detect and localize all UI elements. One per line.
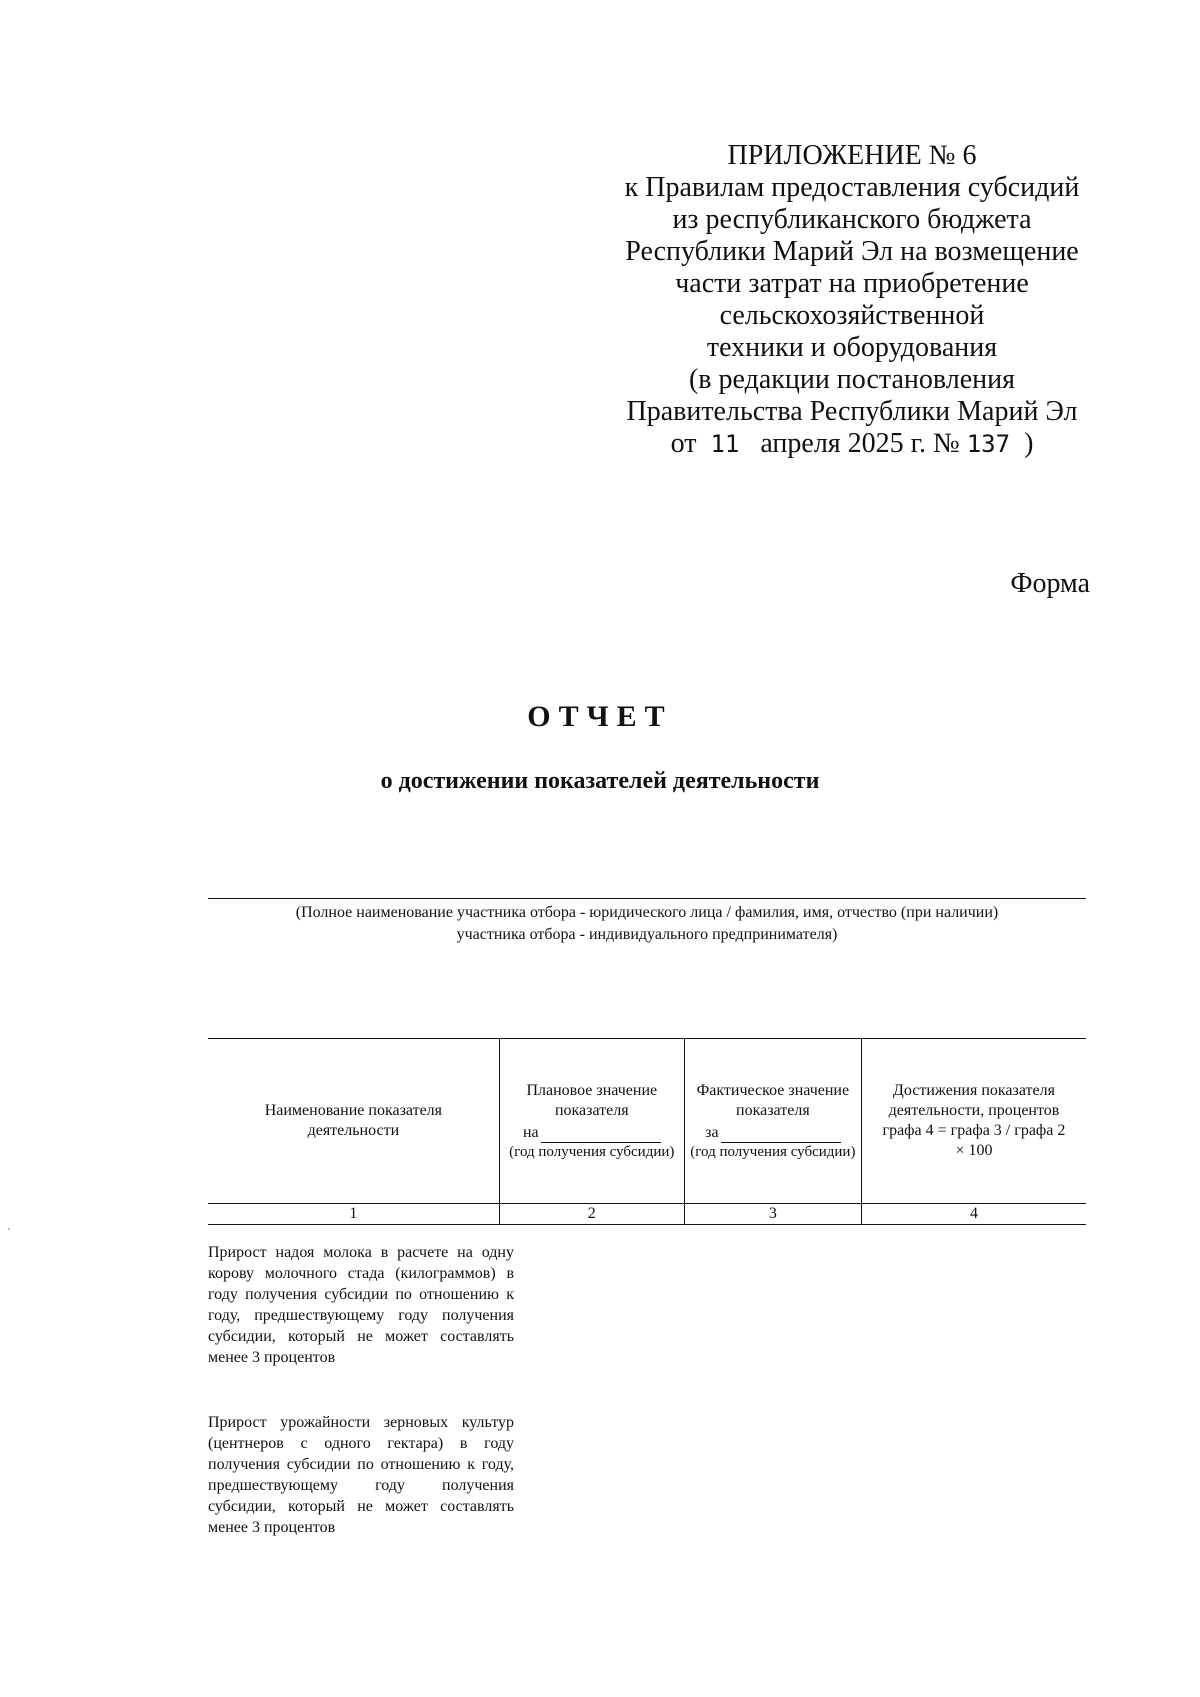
appendix-line: сельскохозяйственной xyxy=(719,300,985,331)
header-actual-value-text: Фактическое значение показателя xyxy=(696,1082,850,1119)
date-day: 11 xyxy=(710,430,740,458)
appendix-line: части затрат на приобретение xyxy=(675,268,1029,299)
resolution-number: 137 xyxy=(966,430,1011,458)
actual-year-blank xyxy=(689,1123,857,1143)
form-label: Форма xyxy=(1010,568,1090,599)
column-number: 1 xyxy=(208,1204,499,1225)
appendix-line: техники и оборудования xyxy=(706,332,998,363)
header-indicator-name-text: Наименование показателя деятельности xyxy=(264,1102,443,1139)
indicators-table xyxy=(208,1038,1086,1225)
appendix-line: (в редакции постановления xyxy=(688,364,1016,395)
date-prefix: от xyxy=(670,428,697,459)
appendix-line: Республики Марий Эл на возмещение xyxy=(625,236,1079,267)
column-number: 2 xyxy=(499,1204,684,1225)
column-number: 3 xyxy=(684,1204,861,1225)
participant-name-line xyxy=(208,898,1086,899)
header-planned-value xyxy=(499,1039,684,1204)
planned-year-blank xyxy=(504,1123,680,1143)
planned-year-caption: (год получения субсидии) xyxy=(509,1144,675,1160)
appendix-block xyxy=(612,140,1092,460)
appendix-title: ПРИЛОЖЕНИЕ № 6 xyxy=(727,140,977,171)
scan-artifact-dot xyxy=(8,1228,10,1230)
date-middle: апреля 2025 г. № xyxy=(760,428,960,459)
participant-caption-line-1: (Полное наименование участника отбора - юридического лица / фамилия, имя, отчество (при наличии) xyxy=(295,904,999,921)
planned-year-prefix: на xyxy=(522,1124,539,1141)
planned-year-line xyxy=(541,1126,661,1143)
header-actual-value xyxy=(684,1039,861,1204)
appendix-date-line xyxy=(612,428,1092,460)
header-indicator-name xyxy=(208,1039,499,1204)
header-achievement xyxy=(861,1039,1086,1204)
header-planned-value-text: Плановое значение показателя xyxy=(526,1082,658,1119)
appendix-line: Правительства Республики Марий Эл xyxy=(626,396,1078,427)
header-achievement-text: Достижения показателя деятельности, процентов графа 4 = графа 3 / графа 2 × 100 xyxy=(882,1082,1066,1159)
actual-year-caption: (год получения субсидии) xyxy=(690,1144,856,1160)
table-header-row xyxy=(208,1039,1086,1204)
report-subtitle: о достижении показателей деятельности xyxy=(380,768,820,794)
indicator-milk-yield: Прирост надоя молока в расчете на одну корову молочного стада (килограммов) в году получения субсидии по отношению к году, предшествующему году получения субсидии, который не может составлять менее 3 процентов xyxy=(208,1244,514,1366)
actual-year-line xyxy=(721,1126,841,1143)
actual-year-prefix: за xyxy=(705,1124,719,1141)
column-number-row xyxy=(208,1204,1086,1225)
date-suffix: ) xyxy=(1024,428,1034,459)
appendix-line: к Правилам предоставления субсидий xyxy=(624,172,1080,203)
column-number: 4 xyxy=(861,1204,1086,1225)
indicator-grain-yield: Прирост урожайности зерновых культур (центнеров с одного гектара) в году получения субсидии по отношению к году, предшествующему году получения субсидии, который не может составлять менее 3 процентов xyxy=(208,1414,514,1536)
participant-caption xyxy=(208,902,1086,946)
report-title: ОТЧЕТ xyxy=(527,700,673,733)
participant-caption-line-2: участника отбора - индивидуального предпринимателя) xyxy=(456,926,838,943)
appendix-line: из республиканского бюджета xyxy=(672,204,1032,235)
